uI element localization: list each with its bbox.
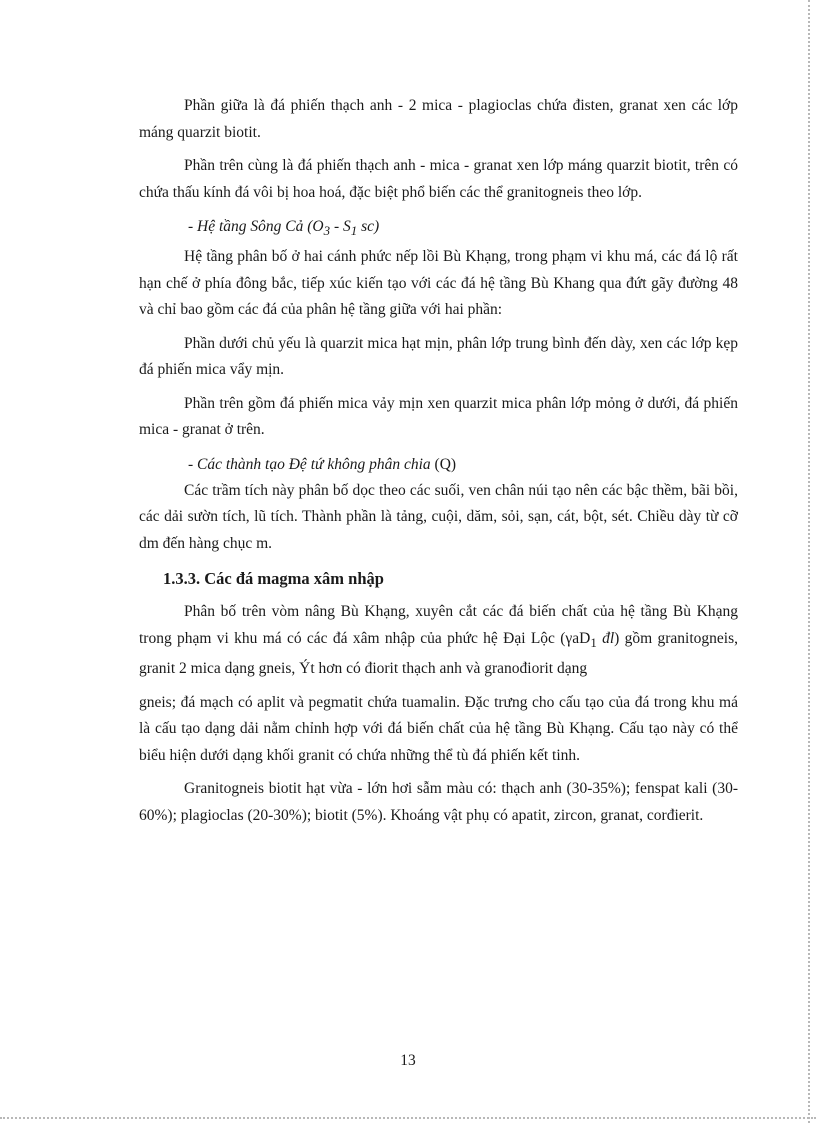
paragraph-upper-part: Phần trên cùng là đá phiến thạch anh - mica - granat xen lớp máng quarzit biotit, trên có chứa thấu kính đá vôi bị hoa hoá, đặc biệt phổ biến các thể granitogneis theo lớp.	[139, 157, 738, 201]
section-heading: 1.3.3. Các đá magma xâm nhập	[163, 569, 384, 589]
page-content	[139, 93, 738, 829]
paragraph-intrusive: Phân bố trên vòm nâng Bù Khạng, xuyên cắt các đá biến chất của hệ tầng Bù Khạng trong phạm vi khu má có các đá xâm nhập của phức hệ Đại Lộc (γaD$_1$ đl) gồm granitogneis, granit 2 mica dạng gneis, Ýt hơn có điorit thạch anh và granođiorit dạng	[139, 603, 739, 678]
paragraph-middle-part: Phần giữa là đá phiến thạch anh - 2 mica - plagioclas chứa đisten, granat xen các lớp máng quarzit biotit.	[139, 97, 738, 141]
paragraph-gneis-structure: gneis; đá mạch có aplit và pegmatit chứa tuamalin. Đặc trưng cho cấu tạo của đá trong khu má là cấu tạo dạng dải nằm chỉnh hợp với đá biến chất của hệ tầng Bù Khạng. Cấu tạo này có thể biểu hiện dưới dạng khối granit có chứa những thể tù đá phiến kết tinh.	[139, 693, 738, 764]
paragraph-upper-part-2: Phần trên gồm đá phiến mica vảy mịn xen quarzit mica phân lớp mỏng ở dưới, đá phiến mica - granat ở trên.	[139, 394, 738, 439]
subsection-quaternary: - Các thành tạo Đệ tứ không phân chia (Q)	[188, 455, 457, 473]
page-border-right	[808, 0, 810, 1123]
paragraph-lower-part: Phần dưới chủ yếu là quarzit mica hạt mịn, phân lớp trung bình đến dày, xen các lớp kẹp đá phiến mica vẩy mịn.	[139, 334, 738, 379]
paragraph-granitogneis-composition: Granitogneis biotit hạt vừa - lớn hơi sẫm màu có: thạch anh (30-35%); fenspat kali (30-60%); plagioclas (20-30%); biotit (5%). Khoáng vật phụ có apatit, zircon, granat, corđierit.	[139, 780, 738, 824]
page-number: 13	[400, 1052, 416, 1069]
paragraph-sediments: Các trầm tích này phân bố dọc theo các suối, ven chân núi tạo nên các bậc thềm, bãi bồi, các dải sườn tích, lũ tích. Thành phần là tảng, cuội, dăm, sỏi, sạn, cát, bột, sét. Chiều dày từ cỡ dm đến hàng chục m.	[139, 481, 738, 552]
paragraph-song-ca-distribution: Hệ tầng phân bố ở hai cánh phức nếp lồi Bù Khạng, trong phạm vi khu má, các đá lộ rất hạn chế ở phía đông bắc, tiếp xúc kiến tạo với các đá hệ tầng Bù Khang qua đứt gãy đường 48 và chỉ bao gồm các đá của phân hệ tầng giữa với hai phần:	[139, 248, 738, 319]
subsection-song-ca: - Hệ tầng Sông Cả ($O_3 - S_1$ sc)	[188, 218, 380, 239]
page-border-bottom	[0, 1117, 816, 1119]
